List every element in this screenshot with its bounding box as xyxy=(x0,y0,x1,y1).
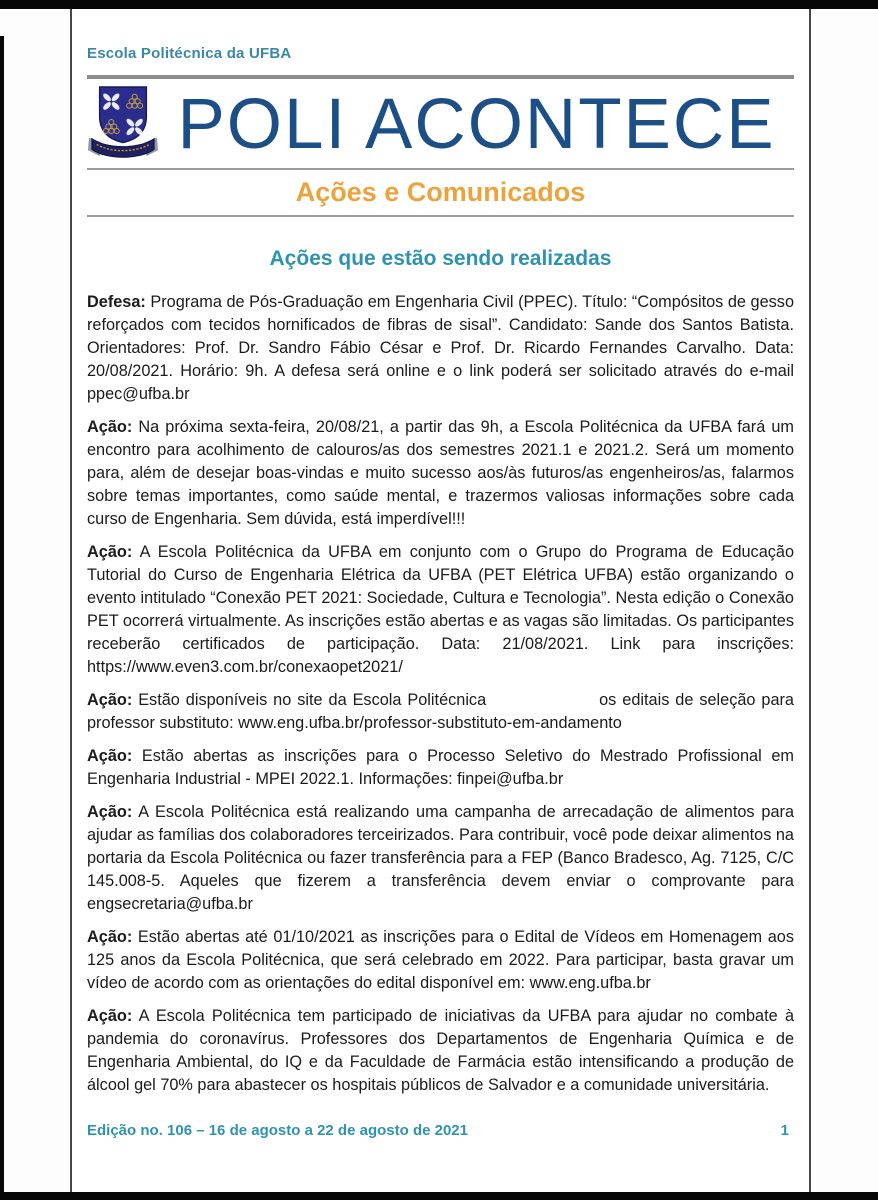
header-divider-top xyxy=(87,75,794,79)
page-number: 1 xyxy=(780,1122,789,1139)
paragraph-label: Ação: xyxy=(87,1007,133,1025)
newsletter-page xyxy=(70,9,811,1192)
edition-info: Edição no. 106 – 16 de agosto a 22 de agosto de 2021 xyxy=(87,1122,468,1139)
bulletin-paragraph xyxy=(87,1005,794,1097)
paragraph-label: Ação: xyxy=(87,928,133,946)
newsletter-subtitle: Ações e Comunicados xyxy=(295,177,586,207)
page-footer xyxy=(87,1122,789,1139)
section-heading: Ações que estão sendo realizadas xyxy=(269,247,612,270)
scan-edge-top xyxy=(0,0,878,9)
bulletin-paragraph xyxy=(87,926,794,995)
bulletin-paragraph xyxy=(87,416,794,531)
paragraph-text: A Escola Politécnica está realizando uma campanha de arrecadação de alimentos para ajudar as famílias dos colaboradores terceirizados. Para contribuir, você pode deixar alimentos na portaria da Escola Politécnica ou fazer transferência para a FEP (Banco Bradesco, Ag. 7125, C/C 145.008-5. Aqueles que fizerem a transferência devem enviar o comprovante para engsecretaria@ufba.br xyxy=(87,803,794,913)
org-name: Escola Politécnica da UFBA xyxy=(87,45,292,62)
bulletin-paragraph xyxy=(87,745,794,791)
paragraph-label: Ação: xyxy=(87,543,133,561)
bulletin-paragraph xyxy=(87,689,794,735)
paragraph-text: Na próxima sexta-feira, 20/08/21, a partir das 9h, a Escola Politécnica da UFBA fará um encontro para acolhimento de calouros/as dos semestres 2021.1 e 2021.2. Será um momento para, além de desejar boas-vindas e muito sucesso aos/às futuros/as engenheiros/as, falarmos sobre temas importantes, como saúde mental, e trazermos valiosas informações sobre cada curso de Engenharia. Sem dúvida, está imperdível!!! xyxy=(87,418,794,528)
paragraph-label: Ação: xyxy=(87,691,133,709)
bulletin-paragraph xyxy=(87,291,794,406)
masthead-divider xyxy=(87,168,794,170)
paragraph-label: Ação: xyxy=(87,803,133,821)
bulletin-paragraph xyxy=(87,801,794,916)
paragraph-text: Estão abertas as inscrições para o Processo Seletivo do Mestrado Profissional em Engenharia Industrial - MPEI 2022.1. Informações: finpei@ufba.br xyxy=(87,747,794,788)
paragraph-text: Programa de Pós-Graduação em Engenharia Civil (PPEC). Título: “Compósitos de gesso reforçados com tecidos hornificados de fibras de sisal”. Candidato: Sande dos Santos Batista. Orientadores: Prof. Dr. Sandro Fábio César e Prof. Dr. Ricardo Fernandes Carvalho. Data: 20/08/2021. Horário: 9h. A defesa será online e o link poderá ser solicitado através do e-mail ppec@ufba.br xyxy=(87,293,794,403)
paragraph-label: Ação: xyxy=(87,418,133,436)
paragraph-text: Estão abertas até 01/10/2021 as inscrições para o Edital de Vídeos em Homenagem aos 125 anos da Escola Politécnica, que será celebrado em 2022. Para participar, basta gravar um vídeo de acordo com as orientações do edital disponível em: www.eng.ufba.br xyxy=(87,928,794,992)
paragraph-text: Estão disponíveis no site da Escola Politécnica os editais de seleção para professor substituto: www.eng.ufba.br/professor-substituto-em-andamento xyxy=(87,691,794,732)
ufba-crest-logo xyxy=(87,84,159,164)
bulletin-paragraph xyxy=(87,541,794,679)
paragraph-text: A Escola Politécnica da UFBA em conjunto com o Grupo do Programa de Educação Tutorial do Curso de Engenharia Elétrica da UFBA (PET Elétrica UFBA) estão organizando o evento intitulado “Conexão PET 2021: Sociedade, Cultura e Tecnologia”. Nesta edição o Conexão PET ocorrerá virtualmente. As inscrições estão abertas e as vagas são limitadas. Os participantes receberão certificados de participação. Data: 21/08/2021. Link para inscrições: https://www.even3.com.br/conexaopet2021/ xyxy=(87,543,794,676)
paragraph-label: Ação: xyxy=(87,747,133,765)
paragraph-label: Defesa: xyxy=(87,293,146,311)
newsletter-title: POLI ACONTECE xyxy=(177,84,776,164)
scan-edge-left xyxy=(0,36,4,1200)
bulletin-body xyxy=(87,291,794,1097)
scan-edge-bottom xyxy=(0,1192,878,1200)
masthead xyxy=(87,83,794,165)
paragraph-text: A Escola Politécnica tem participado de iniciativas da UFBA para ajudar no combate à pandemia do coronavírus. Professores dos Departamentos de Engenharia Química e de Engenharia Ambiental, do IQ e da Faculdade de Farmácia estão intensificando a produção de álcool gel 70% para abastecer os hospitais públicos de Salvador e a comunidade universitária. xyxy=(87,1007,794,1094)
subtitle-divider xyxy=(87,215,794,217)
